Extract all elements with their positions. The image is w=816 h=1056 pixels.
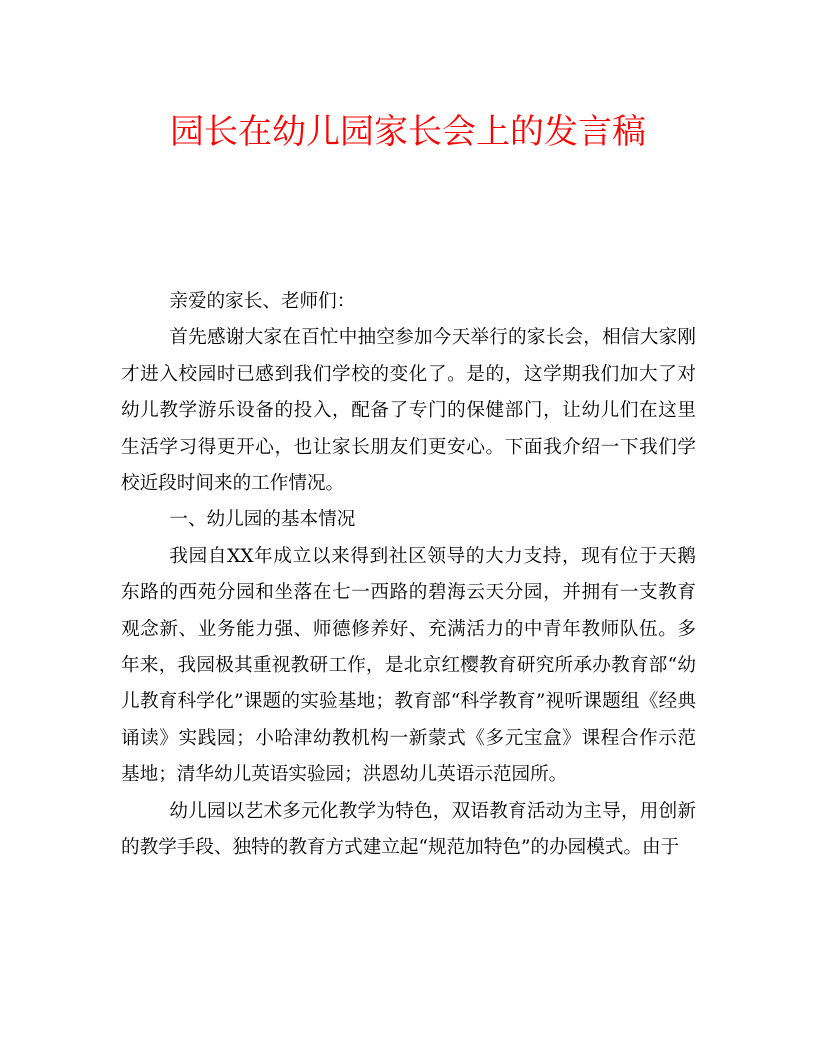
section-heading-basic-info: 一、幼儿园的基本情况 — [169, 509, 356, 531]
document-body — [121, 284, 696, 867]
paragraph-salutation: 亲爱的家长、老师们： — [169, 291, 356, 312]
paragraph-history: 我园自XX年成立以来得到社区领导的大力支持，现有位于天鹅东路的西苑分园和坐落在七一西路的碧海云天分园，并拥有一支教育观念新、业务能力强、师德修养好、充满活力的中青年教师队伍。多年来，我园极其重视教研工作，是北京红樱教育研究所承办教育部“幼儿教育科学化”课题的实验基地；教育部“科学教育”视听课题组《经典诵读》实践园；小哈津幼教机构一新蒙式《多元宝盒》课程合作示范基地；清华幼儿英语实验园；洪恩幼儿英语示范园所。 — [121, 545, 696, 786]
paragraph-intro: 首先感谢大家在百忙中抽空参加今天举行的家长会，相信大家刚才进入校园时已感到我们学校的变化了。是的，这学期我们加大了对幼儿教学游乐设备的投入，配备了专门的保健部门，让幼儿们在这里生活学习得更开心，也让家长朋友们更安心。下面我介绍一下我们学校近段时间来的工作情况。 — [121, 327, 696, 495]
document-title: 园长在幼儿园家长会上的发言稿 — [170, 112, 646, 152]
paragraph-features: 幼儿园以艺术多元化教学为特色，双语教育活动为主导，用创新的教学手段、独特的教育方式建立起“规范加特色”的办园模式。由于 — [121, 800, 696, 859]
